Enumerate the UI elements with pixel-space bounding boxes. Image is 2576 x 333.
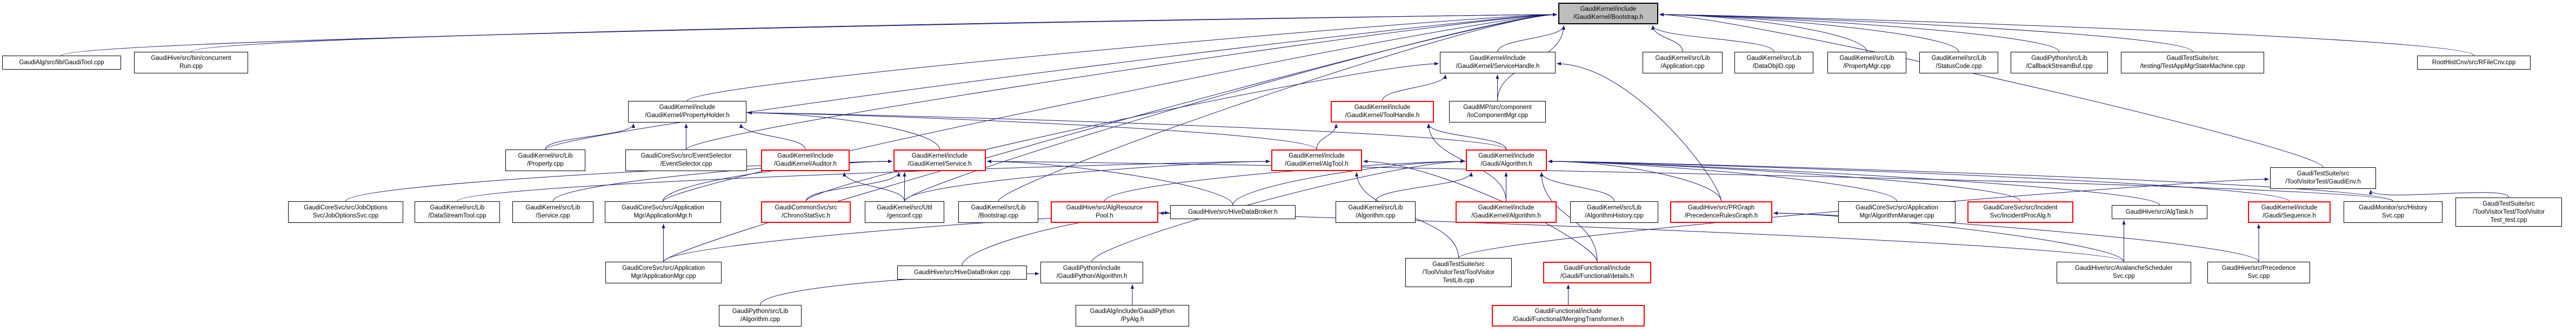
include-edge — [545, 15, 1557, 149]
node-label-line: Svc/JobOptionsSvc.cpp — [312, 213, 379, 219]
node-label-line: GaudiKernel/src/Lib — [518, 153, 573, 159]
include-edge — [2371, 190, 2509, 198]
node-label-line: Run.cpp — [179, 63, 203, 70]
graph-node[interactable] — [1331, 101, 1434, 123]
node-label-line: Test_test.cpp — [2490, 216, 2527, 223]
include-edge — [1376, 172, 1471, 201]
graph-node[interactable] — [1967, 201, 2073, 223]
node-label-line: /ToolVisitorTest/ToolVisitor — [1422, 269, 1495, 276]
include-edge — [1548, 161, 2393, 201]
node-label-line: GaudiCommonSvc/src — [775, 205, 837, 211]
node-label-line: GaudiKernel/include — [911, 153, 968, 159]
node-label-line: /genconf.cpp — [886, 213, 923, 219]
node-label-line: Pool.h — [1096, 213, 1113, 219]
graph-node[interactable] — [2057, 262, 2191, 283]
node-label-line: GaudiHive/src/HiveDataBroker.h — [1188, 208, 1278, 215]
node-label-line: GaudiKernel/src/Lib — [430, 205, 485, 211]
graph-node[interactable] — [719, 305, 802, 327]
graph-node[interactable] — [1827, 52, 1906, 73]
graph-node[interactable] — [761, 149, 850, 171]
include-edge — [664, 15, 1558, 262]
include-edge — [62, 15, 1557, 56]
graph-node[interactable] — [415, 201, 500, 223]
graph-node[interactable] — [958, 201, 1038, 223]
node-label-line: /ToolVisitorTest/GaudiEnv.h — [2285, 179, 2361, 185]
node-label-line: GaudiKernel/include — [1354, 104, 1411, 111]
node-label-line: GaudiKernel/include — [1478, 205, 1534, 211]
include-edge — [1548, 161, 1721, 201]
node-label-line: /GaudiKernel/Algorithm.h — [1471, 213, 1541, 219]
graph-node[interactable] — [1838, 201, 1956, 223]
node-label-line: GaudiKernel/include — [1470, 55, 1526, 62]
node-label-line: /EventSelector.cpp — [660, 161, 712, 167]
include-edge — [1383, 74, 1446, 101]
graph-node[interactable] — [628, 101, 746, 123]
node-label-line: GaudiKernel/include — [777, 153, 833, 159]
node-label-line: GaudiKernel/src/Util — [877, 205, 932, 211]
node-label-line: GaudiKernel/src/Lib — [1655, 55, 1710, 62]
graph-node[interactable] — [505, 149, 585, 171]
node-label-line: GaudiHive/src/Precedence — [2221, 265, 2296, 271]
node-label-line: GaudiAlg/include/GaudiPython — [1090, 308, 1175, 315]
node-label-line: /GaudiKernel/Auditor.h — [774, 161, 837, 167]
graph-node[interactable] — [893, 149, 986, 171]
graph-node[interactable] — [1492, 305, 1645, 327]
node-label-line: GaudiMonitor/src/History — [2359, 205, 2427, 211]
node-label-line: GaudiKernel/include — [1289, 153, 1345, 159]
node-label-line: GaudiTestSuite/src — [2482, 200, 2535, 207]
graph-node[interactable] — [1040, 262, 1143, 283]
graph-node[interactable] — [288, 201, 403, 223]
node-label-line: /ToolVisitorTest/ToolVisitor — [2472, 208, 2545, 215]
graph-node[interactable] — [2112, 205, 2207, 219]
node-label-line: GaudiCoreSvc/src/Application — [1856, 205, 1938, 211]
node-label-line: GaudiHive/src/HiveDataBroker.cpp — [914, 269, 1010, 276]
node-label-line: GaudiKernel/src/Lib — [1587, 205, 1641, 211]
node-label-line: /GaudiKernel/ToolHandle.h — [1345, 112, 1420, 119]
node-label-line: /IoComponentMgr.cpp — [1466, 112, 1529, 119]
include-edge — [545, 124, 633, 149]
graph-node[interactable] — [605, 201, 721, 223]
graph-node[interactable] — [2344, 201, 2442, 223]
node-label-line: GaudiAlg/src/lib/GaudiTool.cpp — [19, 59, 104, 66]
node-label-line: /Service.cpp — [536, 213, 570, 219]
include-edge — [1498, 25, 1564, 52]
node-label-line: GaudiTestSuite/src — [2166, 55, 2219, 62]
node-label-line: GaudiHive/src/AlgTask.h — [2125, 208, 2194, 215]
node-label-line: /AlgorithmHistory.cpp — [1585, 213, 1644, 219]
node-label-line: /CallbackStreamBuf.cpp — [2026, 63, 2093, 70]
include-edge — [1548, 161, 2020, 201]
graph-node[interactable] — [1051, 201, 1158, 223]
graph-node[interactable] — [2121, 52, 2264, 73]
include-edge — [1557, 64, 1721, 201]
node-label-line: GaudiFunctional/include — [1534, 308, 1602, 315]
graph-node[interactable] — [1076, 305, 1189, 327]
graph-node[interactable] — [2207, 262, 2310, 283]
graph-node[interactable] — [605, 262, 722, 283]
graph-node[interactable] — [512, 201, 593, 223]
node-label-line: GaudiHive/src/PRGraph — [1687, 205, 1755, 211]
node-label-line: GaudiCoreSvc/src/Application — [622, 265, 705, 271]
node-label-line: GaudiKernel/src/Lib — [971, 205, 1026, 211]
include-edge — [748, 113, 940, 149]
include-edge — [1317, 124, 1336, 149]
node-label-line: /DataObjID.cpp — [1752, 63, 1796, 70]
graph-node[interactable] — [1670, 201, 1772, 223]
graph-node[interactable] — [625, 149, 747, 171]
node-label-line: GaudiKernel/include — [1478, 153, 1534, 159]
include-edge — [1653, 25, 1774, 52]
node-label-line: TestLib.cpp — [1443, 277, 1474, 284]
node-label-line: /testing/TestAppMgrStateMachine.cpp — [2140, 63, 2245, 70]
graph-node[interactable] — [2270, 167, 2376, 189]
graph-node[interactable] — [1449, 101, 1546, 123]
node-label-line: /Property.cpp — [527, 161, 564, 167]
node-label-line: /Bootstrap.cpp — [978, 213, 1019, 219]
node-label-line: GaudiCoreSvc/src/Incident — [1983, 205, 2058, 211]
include-edge — [686, 15, 1558, 149]
node-label-line: Svc.cpp — [2382, 213, 2404, 219]
include-edge — [1659, 15, 2323, 167]
graph-node[interactable] — [1271, 149, 1362, 171]
node-label-line: Svc.cpp — [2247, 273, 2270, 280]
include-edge — [1659, 15, 2059, 52]
node-label-line: /ChronoStatSvc.h — [781, 213, 831, 219]
node-label-line: /GaudiKernel/Bootstrap.h — [1573, 14, 1644, 21]
graph-node[interactable] — [2011, 52, 2108, 73]
include-edge — [1548, 161, 1897, 201]
graph-node[interactable] — [1170, 205, 1296, 219]
node-label-line: /Algorithm.cpp — [1356, 213, 1396, 219]
node-label-line: GaudiTestSuite/src — [1432, 261, 1485, 268]
graph-node[interactable] — [897, 266, 1027, 280]
node-label-line: RootHistCnv/src/RFileCnv.cpp — [2432, 59, 2516, 66]
include-edge — [1659, 15, 1959, 52]
node-label-line: /GaudiKernel/Service.h — [907, 161, 972, 167]
graph-node[interactable] — [1466, 149, 1547, 171]
include-edge — [1548, 161, 2290, 201]
node-label-line: GaudiHive/src/AvalancheScheduler — [2075, 265, 2173, 271]
node-label-line: GaudiMP/src/component — [1463, 104, 1532, 111]
node-label-line: /GaudiKernel/PropertyHolder.h — [645, 112, 730, 119]
node-label-line: /Gaudi/Sequence.h — [2263, 213, 2316, 219]
include-edge — [987, 161, 1233, 205]
node-label-line: Mgr/ApplicationMgr.cpp — [631, 273, 696, 280]
node-label-line: GaudiHive/src/AlgResource — [1066, 205, 1143, 211]
graph-node[interactable] — [2248, 201, 2331, 223]
graph-node[interactable] — [1643, 52, 1723, 73]
node-label-line: /PyAlg.h — [1120, 316, 1144, 323]
node-label-line: GaudiKernel/include — [1580, 6, 1637, 12]
node-label-line: GaudiKernel/src/Lib — [1931, 55, 1986, 62]
node-label-line: GaudiKernel/src/Lib — [525, 205, 580, 211]
node-label-line: GaudiPython/src/Lib — [732, 308, 789, 315]
graph-node[interactable] — [1734, 52, 1813, 73]
node-label-line: /StatusCode.cpp — [1936, 63, 1982, 70]
node-label-line: Mgr/AlgorithmManager.cpp — [1859, 213, 1934, 219]
node-label-line: Svc.cpp — [2113, 273, 2135, 280]
include-edge — [1659, 15, 2193, 52]
graph-node[interactable] — [761, 201, 851, 223]
graph-node[interactable] — [134, 52, 248, 73]
graph-node[interactable] — [865, 201, 944, 223]
include-edge — [688, 15, 1558, 101]
node-label-line: GaudiKernel/src/Lib — [1839, 55, 1894, 62]
graph-node[interactable] — [1440, 52, 1556, 73]
node-label-line: Mgr/ApplicationMgr.h — [633, 213, 692, 219]
node-label-line: /Application.cpp — [1660, 63, 1705, 70]
node-label-line: GaudiFunctional/include — [1564, 265, 1631, 271]
node-label-line: GaudiKernel/include — [659, 104, 716, 111]
graph-node[interactable] — [2, 56, 121, 70]
node-label-line: /GaudiKernel/ServiceHandle.h — [1456, 63, 1540, 70]
node-label-line: GaudiHive/src/bin/concurrent — [151, 55, 231, 62]
include-edge — [191, 15, 1558, 52]
include-edge — [1541, 172, 1614, 201]
graph-node[interactable] — [1543, 262, 1651, 283]
node-label-line: /Algorithm.cpp — [740, 316, 780, 323]
node-label-line: /DataStreamTool.cpp — [428, 213, 486, 219]
node-label-line: GaudiPython/include — [1063, 265, 1121, 271]
node-label-line: /Gaudi/Functional/MergingTransformer.h — [1512, 316, 1624, 323]
node-label-line: /PropertyMgr.cpp — [1843, 63, 1891, 70]
graph-node[interactable] — [1336, 201, 1416, 223]
include-edge — [1429, 124, 1506, 149]
node-label-line: GaudiCoreSvc/src/EventSelector — [640, 153, 732, 159]
node-label-line: /PrecedenceRulesGraph.h — [1684, 213, 1758, 219]
node-label-line: /GaudiKernel/AlgTool.h — [1285, 161, 1349, 167]
node-label-line: Svc/IncidentProcAlg.h — [1990, 213, 2051, 219]
node-label-line: GaudiTestSuite/src — [2297, 171, 2350, 177]
node-label-line: GaudiCoreSvc/src/JobOptions — [304, 205, 388, 211]
node-label-line: GaudiKernel/src/Lib — [1348, 205, 1403, 211]
graph-node[interactable] — [2417, 56, 2531, 70]
graph-node[interactable] — [2455, 198, 2562, 227]
node-label-line: /Gaudi/Algorithm.h — [1480, 161, 1532, 167]
node-label-line: GaudiKernel/src/Lib — [1746, 55, 1801, 62]
graph-node[interactable] — [1405, 258, 1512, 287]
graph-node[interactable] — [1570, 201, 1658, 223]
node-label-line: GaudiKernel/include — [2261, 205, 2318, 211]
node-label-line: /Gaudi/Functional/details.h — [1560, 273, 1634, 280]
graph-node[interactable] — [1456, 201, 1557, 223]
node-label-line: GaudiPython/src/Lib — [2031, 55, 2087, 62]
graph-root-node[interactable] — [1558, 3, 1658, 24]
node-label-line: /GaudiPython/Algorithm.h — [1056, 273, 1127, 280]
graph-node[interactable] — [1919, 52, 1998, 73]
node-label-line: GaudiCoreSvc/src/Application — [622, 205, 704, 211]
